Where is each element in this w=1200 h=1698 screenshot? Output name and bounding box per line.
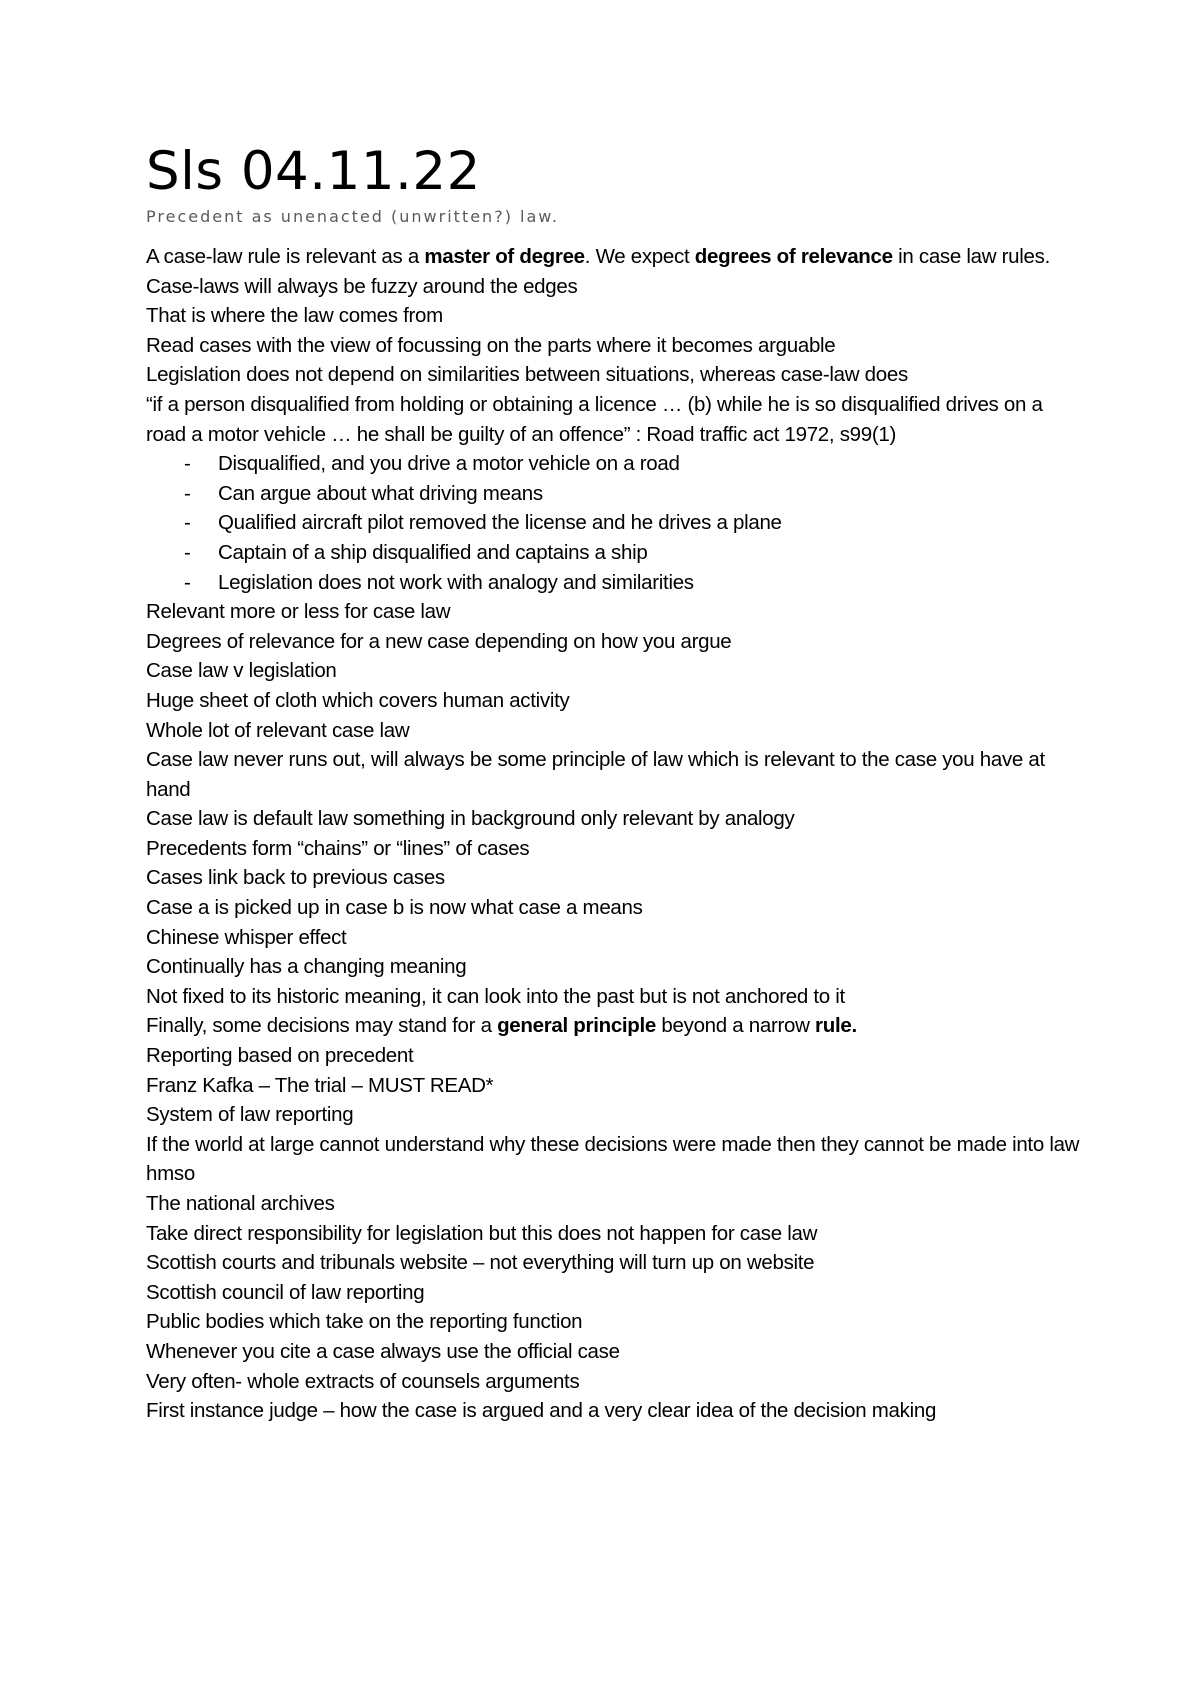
paragraph-line: Huge sheet of cloth which covers human activity	[146, 688, 570, 712]
bold-phrase: master of degree	[424, 245, 585, 268]
bullet-dash: -	[184, 540, 191, 564]
bullet-list	[146, 449, 1086, 597]
paragraph-line: Read cases with the view of focussing on the parts where it becomes arguable	[146, 333, 836, 357]
paragraph-line: Scottish courts and tribunals website – not everything will turn up on website	[146, 1251, 815, 1275]
list-item: - Qualified aircraft pilot removed the license and he drives a plane	[146, 508, 1086, 538]
list-item: - Legislation does not work with analogy and similarities	[146, 568, 1086, 598]
paragraph-line: Whole lot of relevant case law	[146, 718, 410, 742]
paragraph-line: Cases link back to previous cases	[146, 866, 445, 890]
paragraph-line: Degrees of relevance for a new case depending on how you argue	[146, 629, 732, 653]
paragraph-line: That is where the law comes from	[146, 304, 443, 328]
bold-phrase: rule.	[815, 1014, 857, 1038]
paragraph-line: Reporting based on precedent	[146, 1044, 414, 1068]
paragraph-line: Very often- whole extracts of counsels arguments	[146, 1369, 580, 1393]
bold-phrase: degrees of relevance	[694, 245, 893, 268]
paragraph-line: Legislation does not depend on similarities between situations, whereas case-law does	[146, 363, 908, 387]
document-body	[146, 242, 1086, 1426]
paragraph-line: The national archives	[146, 1192, 335, 1215]
paragraph-line: Whenever you cite a case always use the official case	[146, 1339, 620, 1363]
paragraph-line: Chinese whisper effect	[146, 925, 347, 949]
paragraph-line: Scottish council of law reporting	[146, 1280, 425, 1304]
bullet-dash: -	[184, 511, 191, 535]
paragraph-line: If the world at large cannot understand why these decisions were made then they cannot be made into law hmso	[146, 1132, 1080, 1186]
list-item: - Disqualified, and you drive a motor vehicle on a road	[146, 449, 1086, 479]
paragraph-line: Precedents form “chains” or “lines” of cases	[146, 836, 530, 860]
paragraph-line: Not fixed to its historic meaning, it can look into the past but is not anchored to it	[146, 984, 845, 1008]
page-subtitle: Precedent as unenacted (unwritten?) law.	[146, 207, 559, 226]
paragraph-line: Public bodies which take on the reporting function	[146, 1310, 583, 1334]
bullet-dash: -	[184, 570, 191, 594]
paragraph-line: Case law never runs out, will always be some principle of law which is relevant to the case you have at hand	[146, 748, 1045, 801]
paragraph-line: Relevant more or less for case law	[146, 600, 451, 624]
document-page	[146, 140, 1086, 1426]
bold-phrase: general principle	[497, 1014, 657, 1038]
paragraph-line: First instance judge – how the case is argued and a very clear idea of the decision making	[146, 1399, 937, 1423]
list-item: - Can argue about what driving means	[146, 479, 1086, 509]
paragraph-line: Case law is default law something in background only relevant by analogy	[146, 807, 795, 831]
quotation-line: “if a person disqualified from holding or obtaining a licence … (b) while he is so disqualified drives on a road a motor vehicle … he shall be guilty of an offence” : Road traffic act 1972, s99(1)	[146, 392, 1043, 446]
paragraph-line: Franz Kafka – The trial – MUST READ*	[146, 1073, 494, 1097]
paragraph-line: System of law reporting	[146, 1103, 354, 1127]
page-title: Sls 04.11.22	[146, 141, 481, 202]
paragraph-line: Case a is picked up in case b is now what case a means	[146, 896, 643, 920]
paragraph-line: Case-laws will always be fuzzy around the edges	[146, 274, 578, 298]
paragraph-line: Continually has a changing meaning	[146, 955, 467, 979]
bullet-dash: -	[184, 452, 191, 476]
bullet-dash: -	[184, 481, 191, 505]
paragraph-line: Finally, some decisions may stand for a general principle beyond a narrow rule.	[146, 1014, 857, 1038]
list-item: - Captain of a ship disqualified and captains a ship	[146, 538, 1086, 568]
paragraph-line: Take direct responsibility for legislation but this does not happen for case law	[146, 1221, 818, 1245]
paragraph-line: Case law v legislation	[146, 659, 337, 683]
paragraph-line: A case-law rule is relevant as a master of degree. We expect degrees of relevance in case law rules.	[146, 245, 1050, 268]
